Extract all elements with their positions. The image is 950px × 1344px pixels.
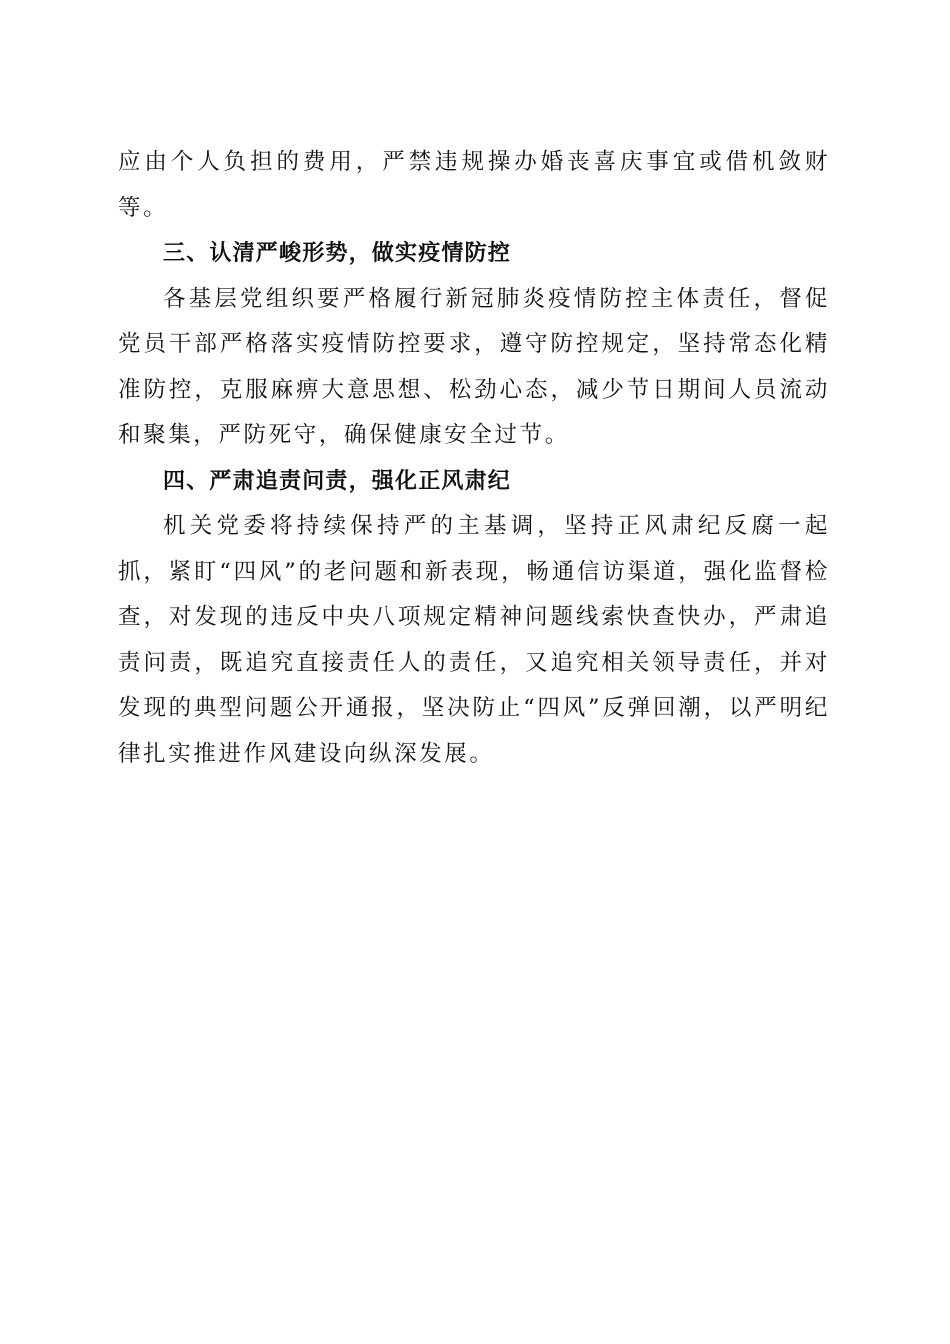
document-body	[118, 140, 830, 777]
section-heading-3: 三、认清严峻形势，做实疫情防控	[163, 241, 512, 266]
paragraph-continued: 应由个人负担的费用，严禁违规操办婚丧喜庆事宜或借机敛财等。	[118, 149, 830, 221]
paragraph-section-3: 各基层党组织要严格履行新冠肺炎疫情防控主体责任，督促党员干部严格落实疫情防控要求，遵守防控规定，坚持常态化精准防控，克服麻痹大意思想、松劲心态，减少节日期间人员流动和聚集，严防死守，确保健康安全过节。	[118, 285, 830, 448]
section-heading-4: 四、严肃追责问责，强化正风肃纪	[163, 468, 512, 494]
paragraph-section-4: 机关党委将持续保持严的主基调，坚持正风肃纪反腐一起抓，紧盯“四风”的老问题和新表现，畅通信访渠道，强化监督检查，对发现的违反中央八项规定精神问题线索快查快办，严肃追责问责，既追究直接责任人的责任，又追究相关领导责任，并对发现的典型问题公开通报，坚决防止“四风”反弹回潮，以严明纪律扎实推进作风建设向纵深发展。	[118, 513, 830, 767]
